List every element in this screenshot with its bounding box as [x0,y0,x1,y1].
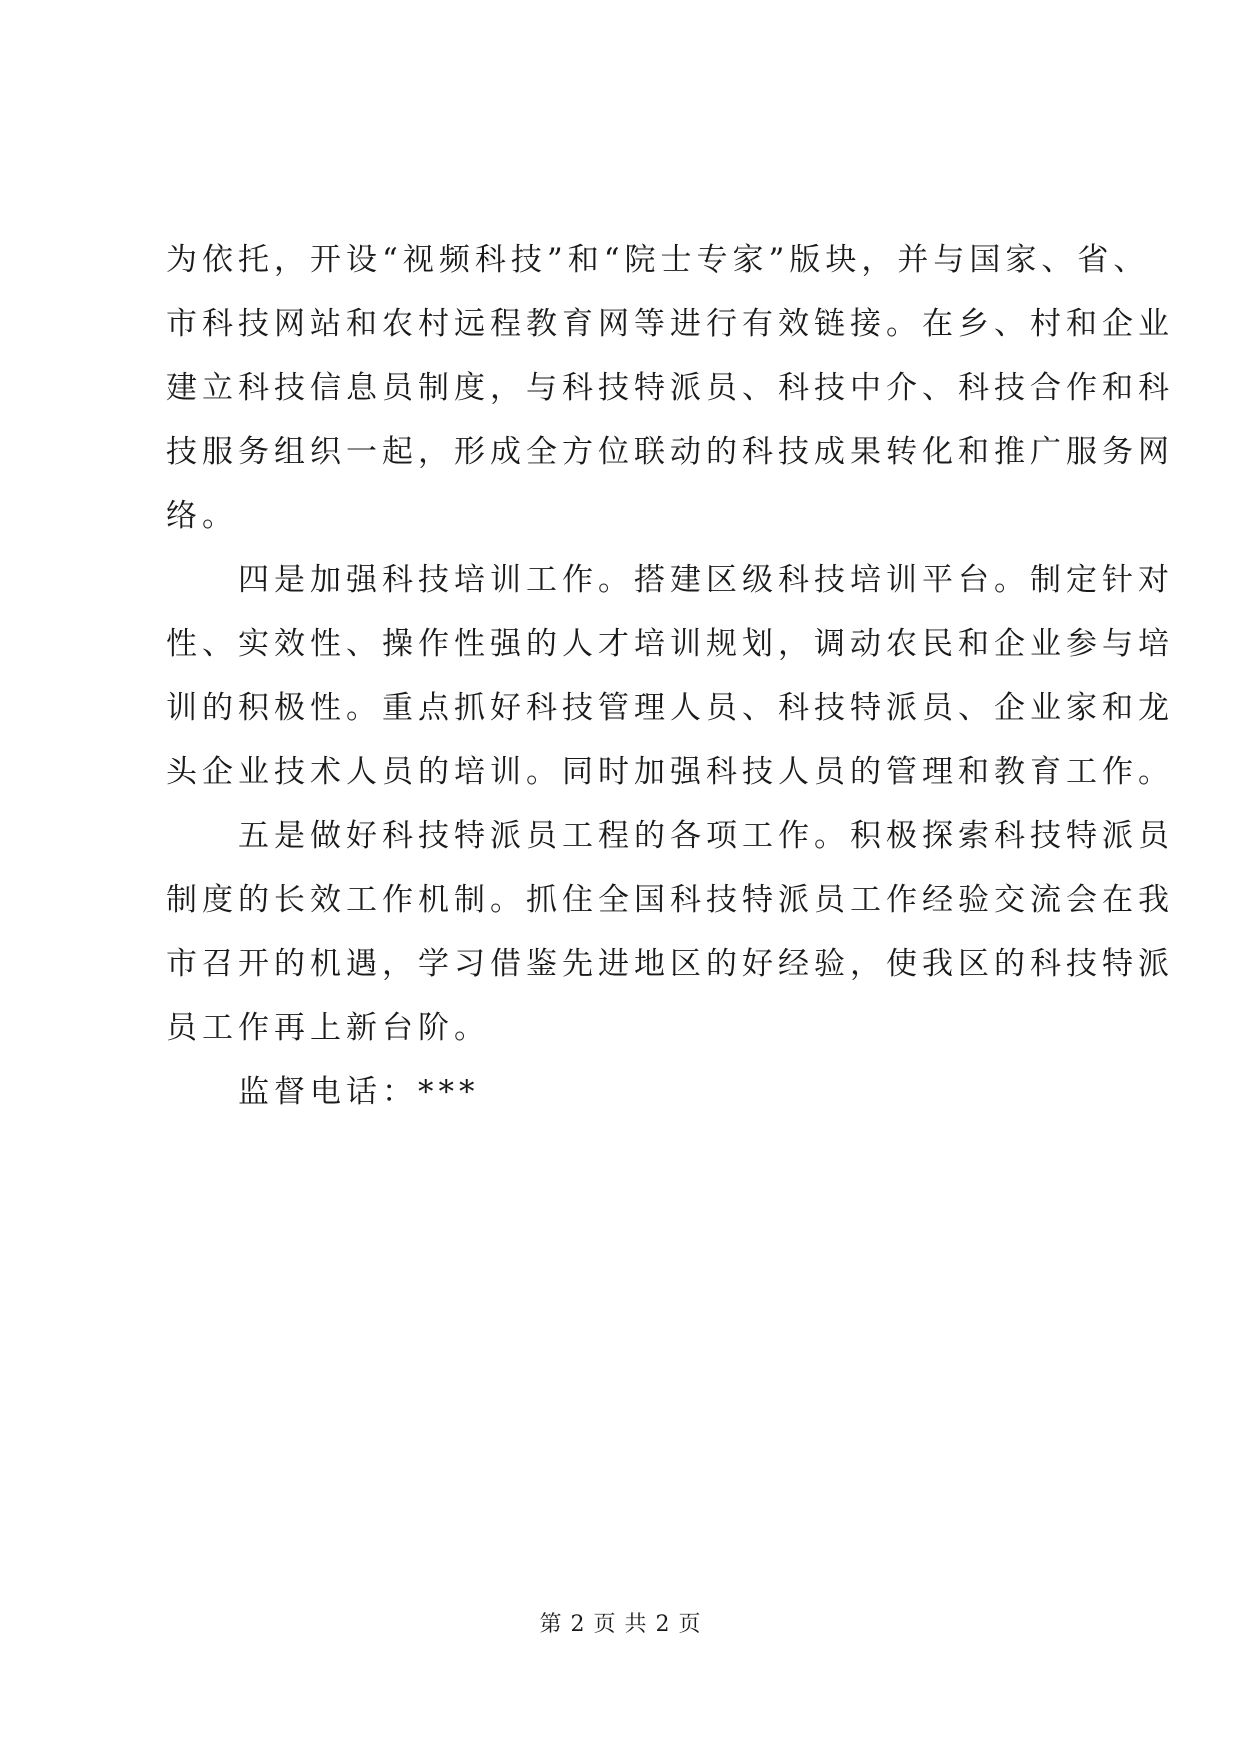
text-line: 技服务组织一起，形成全方位联动的科技成果转化和推广服务网 [166,434,1174,470]
body-text [166,228,1174,1124]
text-line: 制度的长效工作机制。抓住全国科技特派员工作经验交流会在我 [166,882,1174,918]
text-line: 训的积极性。重点抓好科技管理人员、科技特派员、企业家和龙 [166,690,1174,726]
text-line: 五是做好科技特派员工程的各项工作。积极探索科技特派员 [166,818,1174,854]
text-line: 络。 [166,498,238,534]
text-line: 头企业技术人员的培训。同时加强科技人员的管理和教育工作。 [166,754,1174,790]
text-line: 市召开的机遇，学习借鉴先进地区的好经验，使我区的科技特派 [166,946,1174,982]
page-number-footer: 第 2 页 共 2 页 [539,1612,702,1637]
text-line: 监督电话：*** [166,1074,480,1110]
text-line: 四是加强科技培训工作。搭建区级科技培训平台。制定针对 [166,562,1174,598]
text-line: 建立科技信息员制度，与科技特派员、科技中介、科技合作和科 [166,370,1174,406]
text-line: 性、实效性、操作性强的人才培训规划，调动农民和企业参与培 [166,626,1174,662]
text-line: 为依托，开设“视频科技”和“院士专家”版块，并与国家、省、 [166,242,1150,278]
text-line: 员工作再上新台阶。 [166,1010,490,1046]
text-line: 市科技网站和农村远程教育网等进行有效链接。在乡、村和企业 [166,306,1174,342]
